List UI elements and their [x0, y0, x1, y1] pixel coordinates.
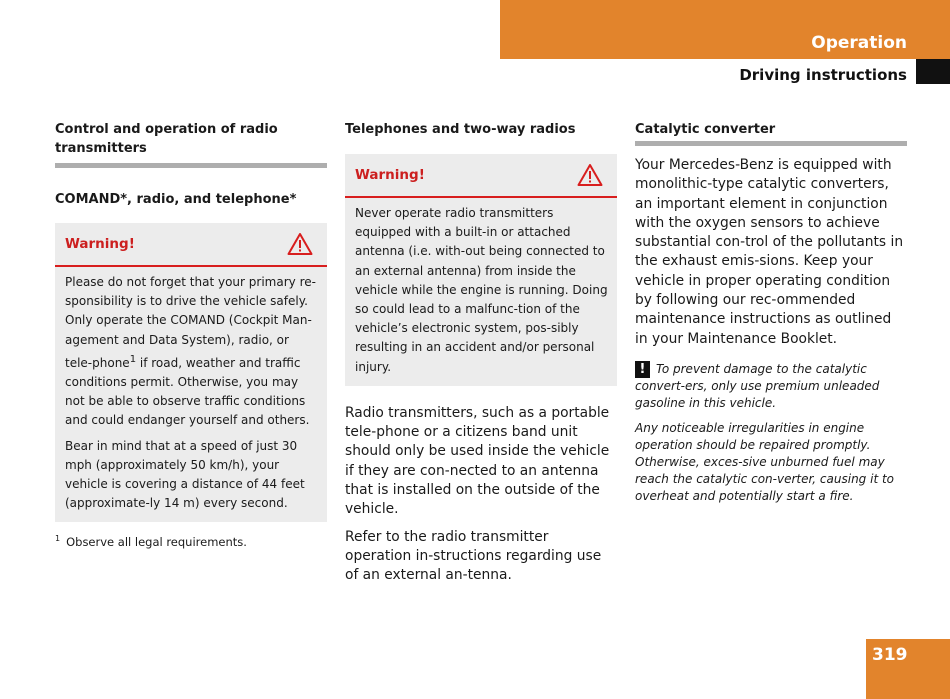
subheading-comand: COMAND*, radio, and telephone* [55, 192, 297, 207]
warning-paragraph: Bear in mind that at a speed of just 30 mph (approximately 50 km/h), your vehicle is covering a distance of 44 feet (approximate-ly 14 m) every second. [65, 438, 305, 511]
heading-radio-transmitters: Control and operation of radio transmitters [55, 122, 278, 156]
body-paragraph: Radio transmitters, such as a portable tele-phone or a citizens band unit should only be used inside the vehicle if they are con-nected to an antenna that is installed on the outside of the vehicle. [345, 404, 610, 518]
warning-title: Warning! [355, 167, 425, 183]
warning-box [345, 154, 617, 386]
warning-triangle-icon [287, 232, 313, 256]
footnote [55, 531, 327, 550]
note-text: To prevent damage to the catalytic convert-ers, only use premium unleaded gasoline in this vehicle. [635, 361, 880, 410]
warning-text: Please do not forget that your primary re-sponsibility is to drive the vehicle safely. Only operate the COMAND (Cockpit Man-agement and Data System), radio, or tele-phone [65, 275, 316, 370]
page-number: 319 [872, 645, 908, 665]
footnote-mark: 1 [55, 534, 61, 544]
exclamation-icon: ! [635, 361, 650, 378]
warning-box [55, 223, 327, 522]
body-paragraph: Refer to the radio transmitter operation in-structions regarding use of an external an-tenna. [345, 528, 602, 584]
column-catalytic-converter [635, 120, 907, 513]
warning-header [345, 154, 617, 198]
section-title: Operation [811, 33, 907, 53]
heading-rule [55, 163, 327, 168]
note-paragraph [635, 361, 907, 412]
heading-catalytic-converter: Catalytic converter [635, 122, 776, 137]
warning-body [345, 198, 617, 386]
note-paragraph: Any noticeable irregularities in engine operation should be repaired promptly. Otherwise, exces-sive unburned fuel may reach the catalytic con-verter, causing it to overheat and potentially start a fire. [635, 420, 895, 503]
column-telephones [345, 120, 617, 594]
heading-rule [635, 141, 907, 146]
body-paragraph: Your Mercedes-Benz is equipped with monolithic-type catalytic converters, an important element in conjunction with the oxygen sensors to achieve substantial con-trol of the pollutants in the exhaust emis-sions. Keep your vehicle in proper operating condition by following our rec-ommended maintenance instructions as outlined in your Maintenance Booklet. [635, 157, 904, 347]
column-radio-transmitters [55, 120, 327, 550]
subsection-title: Driving instructions [739, 66, 907, 84]
section-tab-marker [916, 59, 950, 84]
warning-text: if road, weather and traffic conditions permit. Otherwise, you may not be able to observe traffic conditions and could endanger yourself and others. [65, 355, 310, 428]
heading-telephones: Telephones and two-way radios [345, 122, 576, 137]
body-text-block [345, 404, 617, 586]
warning-title: Warning! [65, 236, 135, 252]
warning-paragraph: Never operate radio transmitters equipped with a built-in or attached antenna (i.e. with-out being connected to an external antenna) from inside the vehicle while the engine is running. Doing so could lead to a malfunc-tion of the vehicle’s electronic system, pos-sibly resulting in an accident and/or personal injury. [355, 206, 608, 374]
warning-header [55, 223, 327, 267]
warning-paragraph [65, 273, 318, 431]
warning-triangle-icon [577, 163, 603, 187]
footnote-ref: 1 [129, 353, 137, 365]
warning-body [55, 267, 327, 522]
footnote-text: Observe all legal requirements. [66, 535, 247, 550]
